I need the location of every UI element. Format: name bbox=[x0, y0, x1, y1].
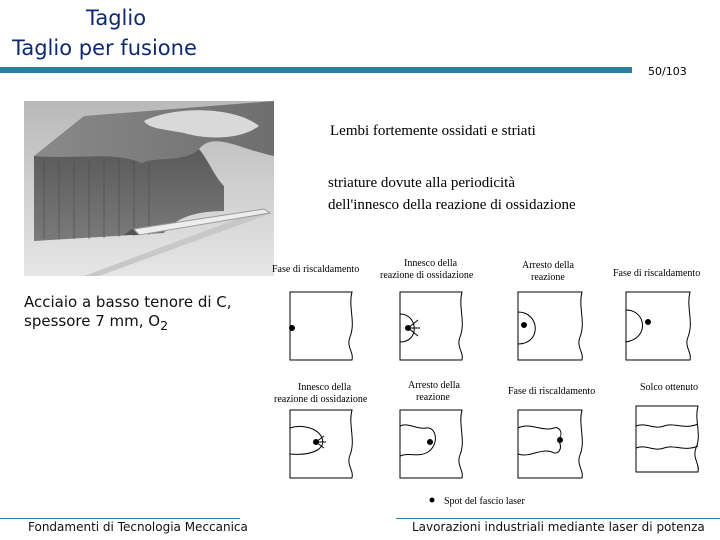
footer-rule-right bbox=[396, 518, 720, 519]
oxygen-subscript: 2 bbox=[160, 318, 169, 333]
legend-spot-label: Spot del fascio laser bbox=[444, 496, 525, 507]
label-stop-1a: Arresto della bbox=[522, 260, 574, 271]
panel-3 bbox=[518, 292, 582, 360]
panel-6 bbox=[400, 410, 462, 478]
panel-4 bbox=[626, 292, 690, 360]
header-bar bbox=[0, 67, 632, 73]
cutting-phases-diagram bbox=[268, 252, 720, 514]
panel-2 bbox=[400, 292, 462, 360]
label-heating-phase-1: Fase di riscaldamento bbox=[272, 264, 360, 275]
panel-8 bbox=[636, 406, 698, 472]
label-ignition-2a: Innesco della bbox=[298, 382, 352, 393]
material-note bbox=[24, 293, 232, 335]
panel-5 bbox=[290, 410, 352, 478]
label-stop-1b: reazione bbox=[531, 272, 565, 283]
label-heating-phase-2: Fase di riscaldamento bbox=[613, 268, 701, 279]
label-ignition-1a: Innesco della bbox=[404, 258, 458, 269]
caption-oxidized-edges: Lembi fortemente ossidati e striati bbox=[330, 123, 536, 139]
caption-striations-line1: striature dovute alla periodicità bbox=[328, 175, 516, 191]
material-note-line2 bbox=[24, 312, 232, 335]
page-number: 50/103 bbox=[648, 65, 687, 78]
footer-course: Fondamenti di Tecnologia Meccanica bbox=[28, 520, 248, 534]
material-note-line2-text: spessore 7 mm, O bbox=[24, 312, 161, 330]
label-groove-result: Solco ottenuto bbox=[640, 382, 699, 393]
label-stop-2a: Arresto della bbox=[408, 380, 460, 391]
cut-sample-photo bbox=[24, 101, 274, 276]
footer-topic: Lavorazioni industriali mediante laser di potenza bbox=[412, 520, 705, 534]
panel-1 bbox=[290, 292, 353, 360]
material-note-line1: Acciaio a basso tenore di C, bbox=[24, 293, 232, 311]
legend-spot-dot bbox=[430, 498, 435, 503]
slide-subtitle: Taglio per fusione bbox=[12, 36, 197, 60]
footer-rule-left bbox=[0, 518, 240, 519]
caption-striations-line2: dell'innesco della reazione di ossidazione bbox=[328, 197, 576, 213]
label-stop-2b: reazione bbox=[416, 392, 450, 403]
slide-title: Taglio bbox=[86, 6, 147, 30]
label-ignition-1b: reazione di ossidazione bbox=[380, 270, 474, 281]
panel-7 bbox=[518, 410, 582, 478]
label-ignition-2b: reazione di ossidazione bbox=[274, 394, 368, 405]
label-heating-phase-3: Fase di riscaldamento bbox=[508, 386, 596, 397]
